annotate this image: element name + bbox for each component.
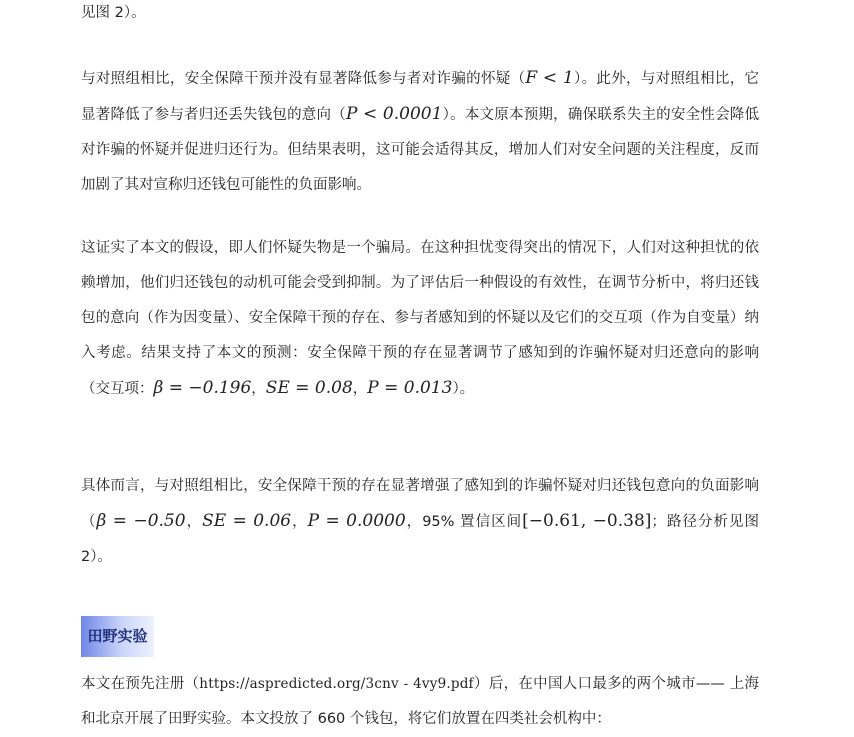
math-p-value: P < 0.0001 (345, 104, 443, 124)
math-p-value: P = 0.0000 (307, 511, 406, 531)
math-beta: β = −0.196 (153, 378, 252, 398)
paragraph-text: 与对照组相比，安全保障干预并没有显著降低参与者对诈骗的怀疑（ (81, 71, 526, 87)
paragraph-text: ）后，在中国人口最多的两个城市—— 上海和北京开展了田野实验。本文投放了 660 个钱包，将它们放置在四类社会机构中： (81, 676, 760, 727)
paragraph-text: 具体而言，与对照组相比，安全保障干预的存在显著增强了感知到的诈骗怀疑对归还钱包意向的负面影响（ (81, 478, 759, 530)
separator: ， (291, 514, 308, 530)
paragraph-fragment (81, 0, 759, 31)
section-heading: 田野实验 (81, 616, 154, 657)
math-f-statistic: F < 1 (525, 68, 574, 88)
math-beta: β = −0.50 (96, 511, 186, 531)
paragraph-field-experiment (81, 667, 759, 737)
preregistration-link[interactable]: https://aspredicted.org/3cnv - 4vy9.pdf (199, 676, 474, 692)
math-p-value: P = 0.013 (367, 378, 453, 398)
math-se: SE = 0.06 (202, 511, 292, 531)
paragraph-text: ）。 (452, 381, 475, 397)
math-se: SE = 0.08 (265, 378, 353, 398)
paragraph-security-intervention (81, 61, 759, 203)
paragraph-text: 见图 2）。 (81, 5, 146, 21)
confidence-interval-label: ，95% 置信区间 (405, 514, 523, 530)
paragraph-specific-effect (81, 469, 759, 575)
paragraph-text: ）。本文原本预期，确保联系失主的安全性会降低对诈骗的怀疑并促进归还行为。但结果表明，这可能会适得其反，增加人们对安全问题的关注程度，反而加剧了其对宣称归还钱包可能性的负面影响。 (81, 107, 760, 193)
paragraph-text: ）。此外，与对照组相比，它显著降低了参与者归还丢失钱包的意向（ (81, 71, 760, 123)
separator: ， (251, 381, 266, 397)
separator: ， (352, 381, 368, 397)
paragraph-text: 这证实了本文的假设，即人们怀疑失物是一个骗局。在这种担忧变得突出的情况下，人们对这种担忧的依赖增加，他们归还钱包的动机可能会受到抑制。为了评估后一种假设的有效性，在调节分析中，将归还钱包的意向（作为因变量）、安全保障干预的存在、参与者感知到的怀疑以及它们的交互项（作为自变量）纳入考虑。结果支持了本文的预测：安全保障干预的存在显著调节了感知到的诈骗怀疑对归还意向的影响（交互项： (81, 240, 759, 397)
math-confidence-interval: [−0.61, −0.38] (522, 511, 652, 531)
paragraph-text: ；路径分析见图 2）。 (81, 514, 760, 565)
paragraph-hypothesis (81, 231, 759, 407)
separator: ， (185, 514, 203, 530)
paragraph-text: 本文在预先注册（ (81, 676, 200, 692)
